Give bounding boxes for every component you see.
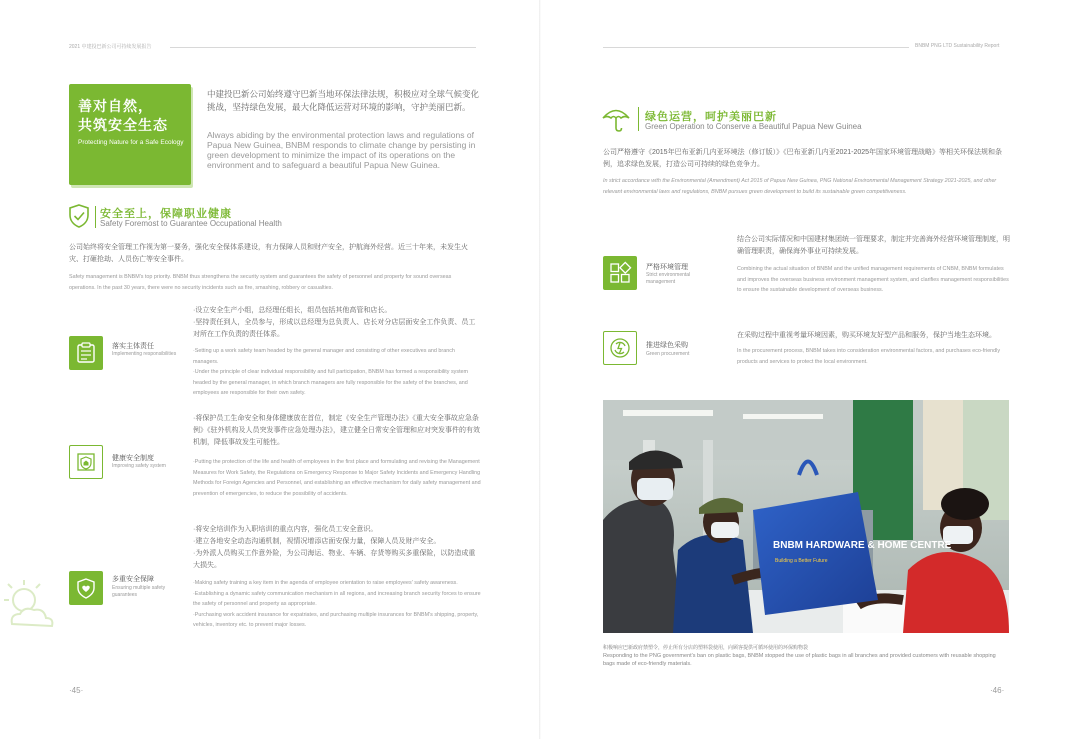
safety-item2-label: 健康安全制度 [112, 455, 154, 462]
left-page-number: ·45· [69, 686, 84, 695]
hero-subtitle: Protecting Nature for a Safe Ecology [78, 139, 184, 146]
shield-check-icon [68, 204, 90, 233]
safety-item1-english: ·Setting up a work safety team headed by the general manager and consisting of other executives and branch managers. ·Under the principle of clear individual responsibility and full participation, BNBM has formed a responsibility system headed by the general manager, in which branch managers are fully responsible for the safety of the branches, and employees are responsible for their own safety. [193, 348, 469, 396]
bag-tagline-text: Building a Better Future [775, 558, 828, 564]
hero-box [69, 84, 191, 185]
green-intro-chinese: 公司严格遵守《2015年巴布亚新几内亚环境法（修订版）》《巴布亚新几内亚2021-2025年国家环境管理战略》等相关环保法规和条例，追求绿色发展，打造公司可持续的绿色竞争力。 [603, 149, 1003, 168]
right-header-rule [603, 47, 909, 48]
safety-item3-english: ·Making safety training a key item in the agenda of employee orientation to raise employees' safety awareness. ·Establishing a dynamic safety communication mechanism in all regions, and increasing branch security forces to ensure the safety of personnel and property as appropriate. ·Purchasing work accident insurance for expatriates, and purchasing multiple insurances for BNBM's shipping, property, vehicles, inventory etc. to prevent major losses. [193, 580, 481, 628]
house-shield-icon [69, 445, 103, 479]
hero-title-line1: 善对自然， [78, 98, 153, 114]
safety-intro-chinese: 公司始终将安全管理工作视为第一要务，强化安全保体系建设，有力保障人员和财产安全，护航海外经营。近三十年来，未发生火灾、打砸抢劫、人员伤亡等安全事件。 [69, 244, 468, 263]
intro-english: Always abiding by the environmental protection laws and regulations of Papua New Guinea, BNBM responds to climate change by persisting in green development to minimize the impact of its operations on the environment and to safeguard a beautiful Papua New Guinea. [207, 130, 476, 170]
heart-shield-icon [69, 571, 103, 605]
green-subtitle: Green Operation to Conserve a Beautiful Papua New Guinea [645, 122, 862, 131]
photo-caption-english: Responding to the PNG government's ban on plastic bags, BNBM stopped the use of plastic bags in all branches and provided customers with reusable shopping bags made of eco-friendly materials. [603, 653, 996, 667]
clipboard-icon [69, 336, 103, 370]
green-item1-english: Combining the actual situation of BNBM and the unified management requirements of CNBM, BNBM formulates and improves the overseas business environment management system, and clarifies management responsibilities to ensure the sustainable development of overseas business. [737, 266, 1009, 293]
bag-brand-text: BNBM HARDWARE & HOME CENTRE [773, 540, 952, 551]
safety-item2-label-en: Improving safety system [112, 463, 166, 469]
left-header-rule [170, 47, 476, 48]
right-header-text: BNBM PNG LTD Sustainability Report [915, 43, 1000, 49]
green-item2-chinese: 在采购过程中重视考量环境因素，购买环境友好型产品和服务，保护当地生态环境。 [737, 332, 996, 339]
green-item2-english: In the procurement process, BNBM takes into consideration environmental factors, and purchases eco-friendly products and services to protect the local environment. [737, 348, 1001, 365]
green-item1-label: 严格环境管理 [646, 264, 688, 271]
safety-subtitle: Safety Foremost to Guarantee Occupational Health [100, 219, 282, 228]
safety-item1-chinese: ·设立安全生产小组，总经理任组长，组员包括其他高管和店长。 ·坚持责任到人，全员参与，形成以总经理为总负责人、店长对分店层面安全工作负责、员工对所在工作负责的责任体系。 [193, 307, 476, 338]
store-photo [603, 400, 1009, 633]
recycle-bulb-icon [603, 331, 637, 365]
green-item1-label-en: Strict environmental management [646, 272, 691, 285]
photo-caption-chinese: 积极响应巴新政府禁塑令，停止所有分店的塑料袋使用，向顾客提供可循环使用的环保购物袋 [603, 645, 809, 651]
green-title: 绿色运营，呵护美丽巴新 [645, 111, 777, 123]
safety-title: 安全至上，保障职业健康 [100, 208, 232, 220]
green-intro-english: In strict accordance with the Environmental (Amendment) Act 2015 of Papua New Guinea, PNG National Environmental Management Strategy 2021-2025, and other relevant environmental laws and regulations, BNBM pursues green development to build its sustainable green competitiveness. [603, 178, 997, 195]
grid-management-icon [603, 256, 637, 290]
hero-title-line2: 共筑安全生态 [78, 117, 168, 133]
sun-cloud-icon [0, 572, 60, 639]
safety-item2-chinese: ·将保护员工生命安全和身体健康放在首位，制定《安全生产管理办法》《重大安全事故应急条例》《驻外机构及人员突发事件应急处理办法》，建立健全日常安全管理和应对突发事件的有效机制，降低事故发生可能性。 [193, 415, 480, 446]
green-title-bar [638, 107, 639, 131]
safety-item1-label: 落实主体责任 [112, 343, 154, 350]
green-item1-chinese: 结合公司实际情况和中国建材集团统一管理要求，制定并完善海外经营环境管理制度，明确管理职责，确保海外事业可持续发展。 [737, 236, 1010, 255]
safety-title-bar [95, 206, 96, 228]
safety-item3-label: 多重安全保障 [112, 576, 154, 583]
safety-item3-chinese: ·将安全培训作为入职培训的重点内容，强化员工安全意识。 ·建立各地安全动态沟通机制，视情况增添店面安保力量，保障人员及财产安全。 ·为外派人员购买工作意外险，为公司海运、物业、车辆、存货等购买多重保险，以防造成重大损失。 [193, 526, 476, 569]
safety-item2-english: ·Putting the protection of the life and health of employees in the first place and formulating and revising the Management Measures for Work Safety, the Regulations on Emergency Response to Major Safety Incidents and Emergency Handling Methods for Foreign Agencies and Personnel, and establishing an effective mechanism for daily safety management and prevention of emergencies, to reduce the possibility of accidents. [193, 459, 481, 497]
green-item2-label: 推进绿色采购 [646, 342, 688, 349]
safety-item3-label-en: Ensuring multiple safety guarantees [112, 585, 166, 598]
green-item2-label-en: Green procurement [646, 351, 690, 357]
umbrella-icon [601, 104, 631, 139]
safety-item1-label-en: Implementing responsibilities [112, 351, 177, 357]
page-gutter [539, 0, 541, 739]
right-page-number: ·46· [990, 686, 1005, 695]
safety-intro-english: Safety management is BNBM's top priority. BNBM thus strengthens the security system and guarantees the safety of personnel and property for sound overseas operations. In the past 30 years, there were no security incidents such as fire, smashing, robbery or casualties. [69, 274, 452, 291]
left-header-text: 2021 中建投巴新公司可持续发展报告 [69, 44, 152, 50]
intro-chinese: 中建投巴新公司始终遵守巴新当地环保法律法规，积极应对全球气候变化挑战，坚持绿色发展，最大化降低运营对环境的影响，守护美丽巴新。 [207, 89, 480, 112]
